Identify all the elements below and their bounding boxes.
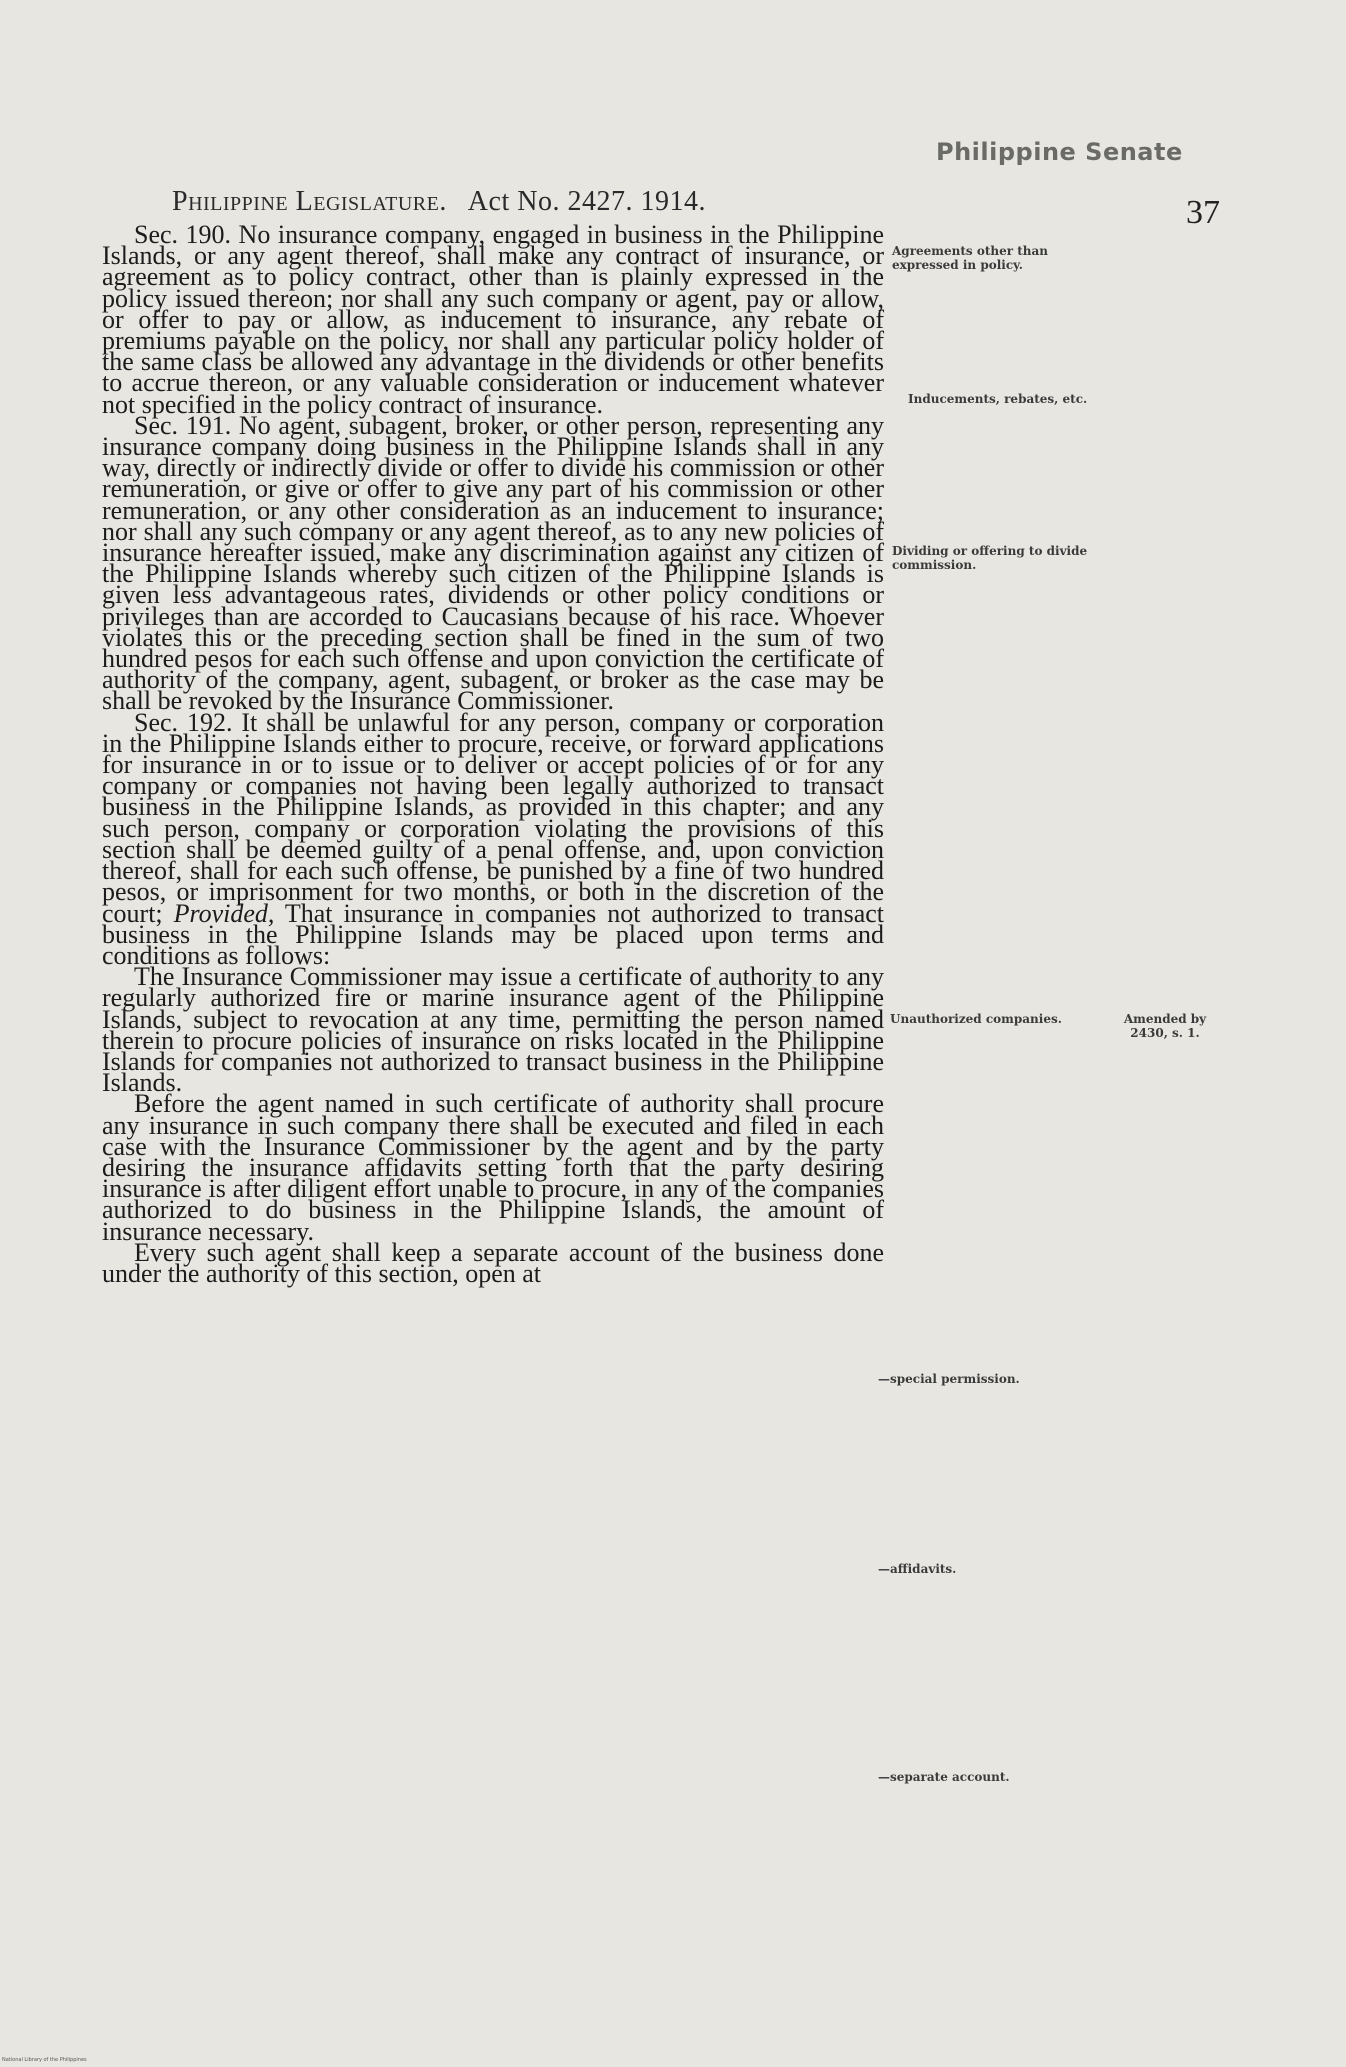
margin-note-amended: Amended by 2430, s. 1. xyxy=(1123,1012,1207,1040)
section-192-text-before: Sec. 192. It shall be unlawful for any person, company or corporation in the Philippine Islands either to procure, receive, or forward applications for insurance in or to issue or to deliver or accept policies of or for any company or companies not having been legally authorized to transact business in the Philippine Islands, as provided in this chapter; and any such person, company or corporation violating the provisions of this section shall be deemed guilty of a penal offense, and, upon conviction thereof, shall for each such offense, be punished by a fine of two hundred pesos, or imprisonment for two months, or both in the discretion of the court; xyxy=(102,707,884,928)
margin-note-unauthorized: Unauthorized companies. xyxy=(890,1012,1062,1026)
section-192-text-after: That insurance in companies not authorized to transact business in the Philippine Islands may be placed upon terms and conditions as follows: xyxy=(102,898,884,970)
margin-note-inducements: Inducements, rebates, etc. xyxy=(908,392,1088,406)
section-192 xyxy=(102,707,884,970)
running-head-act: Act No. 2427. 1914. xyxy=(467,186,706,217)
running-head xyxy=(172,186,1052,218)
body-text xyxy=(102,220,884,1288)
margin-note-separate-account: —separate account. xyxy=(878,1770,1010,1784)
margin-note-agreements: Agreements other than expressed in policy. xyxy=(892,244,1048,272)
margin-note-dividing: Dividing or offering to divide commission. xyxy=(892,544,1088,572)
section-190: Sec. 190. No insurance company, engaged in business in the Philippine Islands, or any agent thereof, shall make any contract of insurance, or agreement as to policy contract, other than is plainly expressed in the policy issued thereon; nor shall any such company or agent, pay or allow, or offer to pay or allow, as inducement to insurance, any rebate of premiums payable on the policy, nor shall any particular policy holder of the same class be allowed any advantage in the dividends or other benefits to accrue thereon, or any valuable consideration or inducement whatever not specified in the policy contract of insurance. xyxy=(102,220,884,419)
section-191: Sec. 191. No agent, subagent, broker, or other person, representing any insurance company doing business in the Philippine Islands shall in any way, directly or indirectly divide or offer to divide his commission or other remuneration, or give or offer to give any part of his commission or other remuneration, or any other consideration as an inducement to insurance; nor shall any such company or any agent thereof, as to any new policies of insurance hereafter issued, make any discrimination against any citizen of the Philippine Islands whereby such citizen of the Philippine Islands is given less advantageous rates, dividends or other policy conditions or privileges than are accorded to Caucasians because of his race. Whoever violates this or the preceding section shall be fined in the sum of two hundred pesos for each such offense and upon conviction the certificate of authority of the company, agent, subagent, or broker as the case may be shall be revoked by the Insurance Commissioner. xyxy=(102,410,884,716)
paragraph-separate-account: Every such agent shall keep a separate account of the business done under the authority of this section, open at xyxy=(102,1237,884,1288)
margin-note-affidavits: —affidavits. xyxy=(878,1562,957,1576)
proviso-word: Provided, xyxy=(173,898,275,928)
page-number: 37 xyxy=(1186,194,1220,231)
footer-credit: National Library of the Philippines xyxy=(2,2057,87,2063)
paragraph-affidavits: Before the agent named in such certificate of authority shall procure any insurance in such company there shall be executed and filed in each case with the Insurance Commissioner by the agent and by the party desiring the insurance affidavits setting forth that the party desiring insurance is after diligent effort unable to procure, in any of the companies authorized to do business in the Philippine Islands, the amount of insurance necessary. xyxy=(102,1089,884,1246)
margin-note-special-permission: —special permission. xyxy=(878,1372,1020,1386)
running-head-legislature: Philippine Legislature. xyxy=(172,186,447,217)
archive-stamp: Philippine Senate xyxy=(936,138,1183,166)
paragraph-commissioner: The Insurance Commissioner may issue a certificate of authority to any regularly authorized fire or marine insurance agent of the Philippine Islands, subject to revocation at any time, permitting the person named therein to procure policies of insurance on risks located in the Philippine Islands for companies not authorized to transact business in the Philippine Islands. xyxy=(102,962,884,1098)
